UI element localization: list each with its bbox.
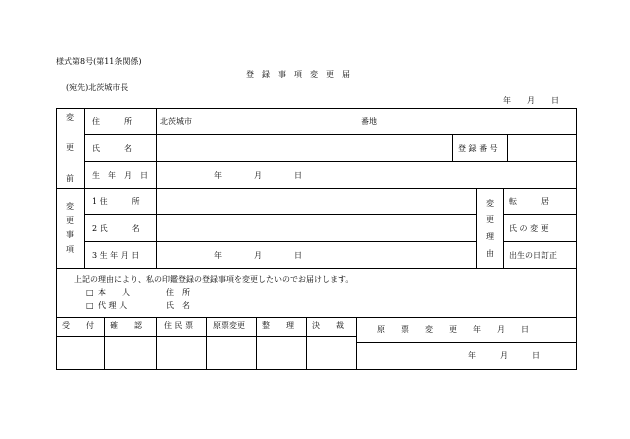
reason-option-name-change[interactable]: 氏 の 変 更 [509, 224, 549, 233]
addressee: (宛先)北茨城市長 [66, 83, 129, 92]
registration-number-field[interactable] [509, 136, 574, 159]
change-label-1: 変 [66, 202, 74, 211]
office-header-confirmation: 確 認 [110, 321, 142, 330]
before-name-label: 氏 名 [92, 144, 132, 153]
form-number: 様式第8号(第11条関係) [56, 57, 142, 66]
document-title: 登 録 事 項 変 更 届 [246, 70, 350, 79]
office-header-reception: 受 付 [62, 321, 94, 330]
declaration-text: 上記の理由により、私の印鑑登録の登録事項を変更したいのでお届けします。 [74, 275, 354, 284]
reason-label-2: 更 [486, 215, 494, 224]
change-label-2: 更 [66, 216, 74, 225]
before-address-field[interactable] [200, 110, 360, 132]
record-change-date-header: 原 票 変 更 年 月 日 [377, 325, 529, 334]
change-name-field[interactable] [158, 216, 474, 239]
reason-label-1: 変 [486, 199, 494, 208]
reason-label-4: 由 [486, 249, 494, 258]
change-item-name-label: 2 氏 名 [92, 224, 140, 233]
record-change-date: 年 月 日 [468, 351, 540, 360]
before-name-field[interactable] [158, 136, 450, 159]
office-header-resident-record: 住 民 票 [164, 321, 194, 330]
change-item-birth-date: 年 月 日 [214, 251, 302, 260]
submission-date: 年 月 日 [503, 96, 559, 105]
reason-label-3: 理 [486, 232, 494, 241]
office-header-approval: 決 裁 [312, 321, 344, 330]
principal-checkbox[interactable]: □ [86, 288, 94, 297]
applicant-address-label: 住 所 [166, 288, 190, 297]
change-label-4: 項 [66, 245, 74, 254]
before-label-2: 更 [66, 143, 74, 152]
before-label-3: 前 [66, 174, 74, 183]
before-address-suffix: 番地 [361, 117, 377, 126]
change-address-field[interactable] [158, 190, 474, 212]
before-birth-label: 生 年 月 日 [92, 171, 148, 180]
before-address-city: 北茨城市 [160, 117, 192, 126]
change-label-3: 事 [66, 230, 74, 239]
before-label-1: 変 [66, 113, 74, 122]
reason-option-move[interactable]: 転 居 [509, 197, 549, 206]
before-address-label: 住 所 [92, 117, 132, 126]
principal-label: 本 人 [98, 288, 130, 297]
office-header-arrangement: 整 理 [262, 321, 294, 330]
agent-checkbox[interactable]: □ [86, 301, 94, 310]
change-item-address-label: 1 住 所 [92, 197, 140, 206]
applicant-name-label: 氏 名 [166, 301, 190, 310]
before-birth-date: 年 月 日 [214, 171, 302, 180]
reason-option-birth-correction[interactable]: 出生の日訂正 [509, 251, 557, 260]
change-item-birth-label: 3 生 年 月 日 [92, 251, 140, 260]
office-header-record-change: 原票変更 [213, 321, 245, 330]
registration-number-label: 登 録 番 号 [458, 144, 498, 153]
agent-label: 代 理 人 [98, 301, 128, 310]
